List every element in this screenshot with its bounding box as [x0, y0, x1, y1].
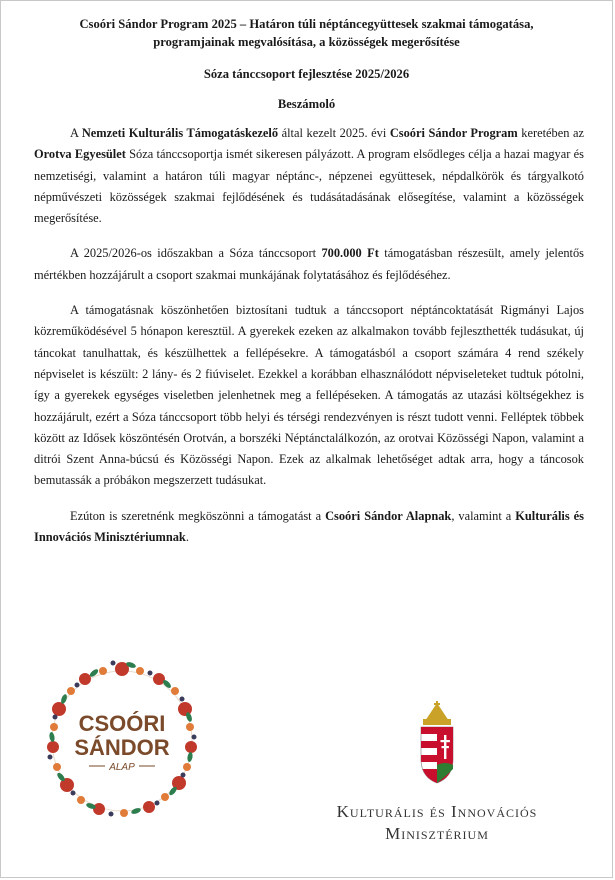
- paragraph-2: [34, 243, 584, 286]
- paragraph-1: [34, 123, 584, 229]
- document-body: [34, 123, 584, 562]
- p1-text-a: A: [70, 126, 82, 140]
- p4-text-c: , valamint a: [451, 508, 516, 523]
- p2-text-a: A 2025/2026-os időszakban a Sóza tánccsoport: [70, 246, 322, 261]
- p1-text-d: keretében az: [517, 126, 584, 140]
- logo-left-line-3: ALAP: [109, 762, 135, 773]
- csoori-sandor-alap-logo: [39, 651, 205, 831]
- paragraph-3: A támogatásnak köszönhetően biztosítani tudtuk a tánccsoport néptáncoktatását Rigmányi Lajos közreműködésével 5 hónapon keresztül. A gyerekek ezeken az alkalmakon tovább fejleszthették tudásukat, új táncokat tanulhattak, és készülhettek a fellépésekre. A támogatásból a csoport számára 4 rend székely népviselet is készült: 2 lány- és 2 fiúviselet. Ezekkel a korábban elhasználódott népviseleteket tudtuk pótolni, így a gyerekek egységes viseletben jelenhetnek meg a fellépéseken. A támogatás az utazási költségekhez is hozzájárult, ezért a Sóza tánccsoport több helyi és térségi rendezvényen is részt tudott venni. Felléptek többek között az Idősek köszöntésén Orotván, a borszéki Néptánctalálkozón, az orotvai Közösségi Napon, valamint a ditrói Szent Anna-búcsú és Közösségi Napon. Ezek az alkalmak lehetőséget adtak arra, hogy a táncosok bemutassák a próbákon megszerzett tudásukat.: [34, 303, 584, 488]
- document-header: [11, 15, 602, 51]
- header-line-1: Csoóri Sándor Program 2025 – Határon túli néptáncegyüttesek szakmai támogatása,: [79, 17, 534, 31]
- ministry-name-line-2: Minisztérium: [385, 824, 489, 843]
- logo-left-line-1: CSOÓRI: [78, 711, 166, 736]
- p2-bold-1: 700.000 Ft: [321, 246, 379, 261]
- ministry-logo: [301, 701, 573, 851]
- p4-bold-1: Csoóri Sándor Alapnak: [325, 508, 452, 523]
- ministry-name-line-1: Kulturális és Innovációs: [336, 802, 538, 821]
- p4-bold-2: Kulturális és Innovációs Minisztériumnak: [34, 508, 584, 545]
- p1-bold-1: Nemzeti Kulturális Támogatáskezelő: [81, 126, 279, 140]
- header-line-2: programjainak megvalósítása, a közösségek megerősítése: [153, 35, 460, 49]
- hungarian-coat-of-arms-icon: [421, 701, 453, 783]
- p1-text-e: Sóza tánccsoportja ismét sikeresen pályázott. A program elsődleges célja a hazai magyar és nemzetiségi, valamint a határon túli magyar néptánc-, népzenei együttesek, népdalkörök és tárgyalkotó népművészeti közösségek szakmai fejlődésének és tudásátadásának elősegítése, valamint a közösségek megerősítése.: [34, 147, 584, 226]
- p4-text-a: Ezúton is szeretnénk megköszönni a támogatást a: [70, 508, 326, 523]
- p1-text-c: által kezelt 2025. évi: [278, 126, 390, 140]
- p1-bold-2: Csoóri Sándor Program: [389, 126, 518, 140]
- document-subtitle: Sóza tánccsoport fejlesztése 2025/2026: [203, 67, 410, 81]
- p2-text-c: támogatásban részesült, amely jelentős mértékben hozzájárult a csoport szakmai munkájának folytatásához és fejlődéséhez.: [34, 246, 585, 282]
- report-label: Beszámoló: [277, 97, 336, 111]
- p4-text-d: .: [185, 530, 189, 545]
- p1-bold-3: Orotva Egyesület: [34, 147, 126, 162]
- logo-left-line-2: SÁNDOR: [74, 735, 170, 760]
- paragraph-4: [34, 506, 584, 549]
